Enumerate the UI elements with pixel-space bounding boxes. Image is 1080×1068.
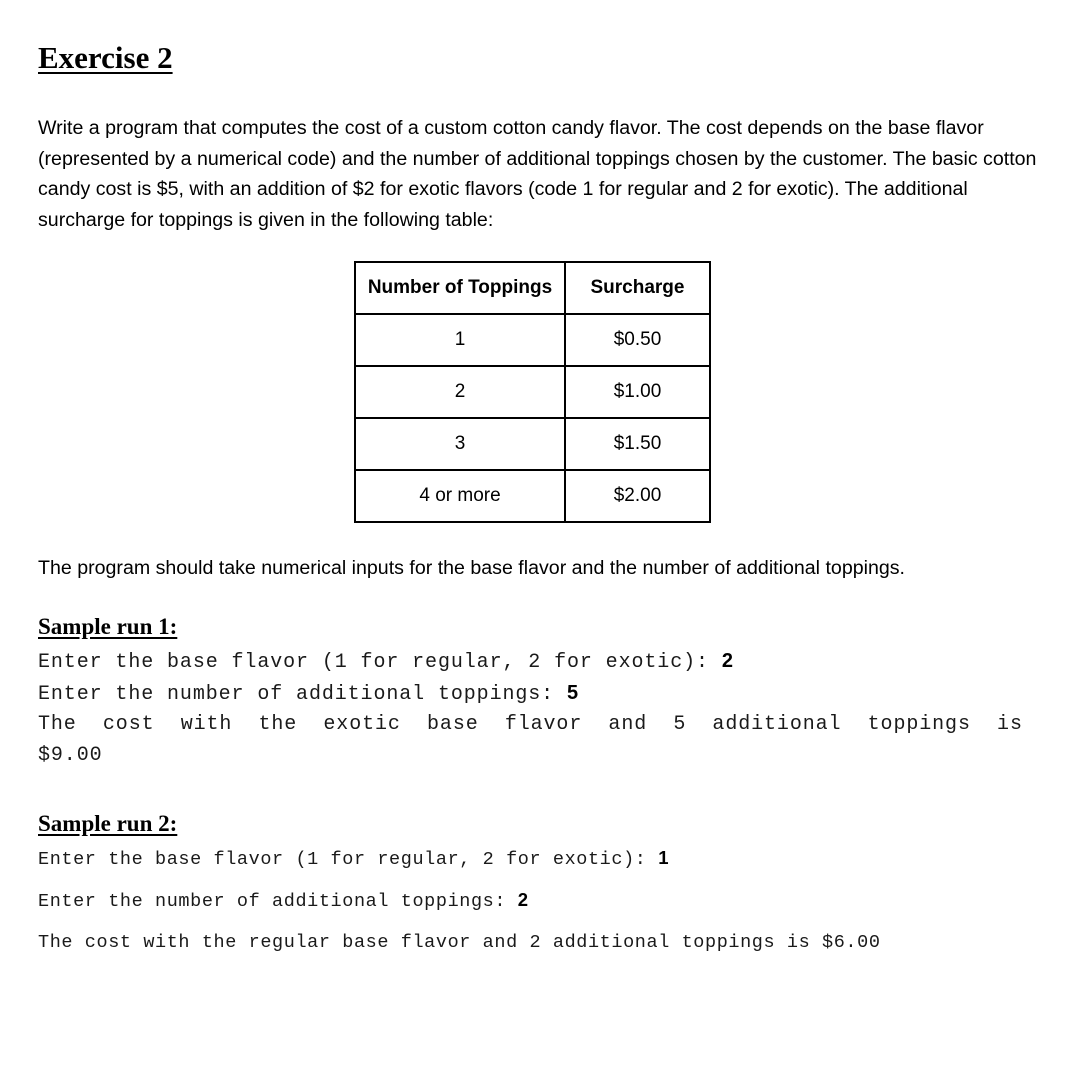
output-word: base: [427, 713, 479, 736]
table-row: [355, 470, 710, 522]
exercise-title: Exercise 2: [38, 40, 173, 75]
input-note: The program should take numerical inputs for the base flavor and the number of additional toppings.: [38, 557, 905, 579]
sample-run-1-output-line: [38, 713, 1023, 736]
output-word: and: [608, 713, 648, 736]
intro-paragraph: Write a program that computes the cost of a custom cotton candy flavor. The cost depends on the base flavor (represented by a numerical code) and the number of additional toppings chosen by the customer. The basic cotton candy cost is $5, with an addition of $2 for exotic flavors (code 1 for regular and 2 for exotic). The additional surcharge for toppings is given in the following table:: [38, 117, 1037, 231]
sample-run-1-line-flavor: [38, 650, 734, 674]
table-header-row: [355, 262, 710, 314]
output-word: The: [38, 713, 77, 736]
surcharge-cell: $0.50: [565, 314, 710, 366]
prompt-text: Enter the base flavor (1 for regular, 2 for exotic):: [38, 849, 659, 870]
output-word: 5: [673, 713, 687, 736]
table-row: [355, 314, 710, 366]
toppings-cell: 2: [355, 366, 565, 418]
sample-run-1-line-toppings: [38, 682, 579, 706]
table-row: [355, 418, 710, 470]
sample-run-1-heading: Sample run 1:: [38, 614, 178, 639]
user-input-value: 1: [658, 847, 670, 868]
user-input-value: 2: [721, 650, 734, 672]
sample-run-2-heading: Sample run 2:: [38, 811, 178, 836]
output-word: toppings: [867, 713, 971, 736]
surcharge-cell: $2.00: [565, 470, 710, 522]
user-input-value: 5: [566, 682, 580, 704]
user-input-value: 2: [517, 889, 529, 910]
output-word: additional: [712, 713, 842, 736]
toppings-cell: 3: [355, 418, 565, 470]
output-word: the: [258, 713, 298, 736]
output-word: cost: [102, 713, 155, 736]
prompt-text: Enter the base flavor (1 for regular, 2 for exotic):: [38, 651, 722, 674]
output-word: is: [997, 713, 1023, 736]
output-word: exotic: [323, 713, 401, 736]
sample-run-2-line-toppings: [38, 889, 529, 912]
output-word: with: [180, 713, 233, 736]
surcharge-cell: $1.50: [565, 418, 710, 470]
prompt-text: Enter the number of additional toppings:: [38, 683, 567, 706]
output-word: flavor: [504, 713, 583, 736]
table-row: [355, 366, 710, 418]
toppings-cell: 4 or more: [355, 470, 565, 522]
sample-run-2-line-flavor: [38, 847, 669, 870]
toppings-cell: 1: [355, 314, 565, 366]
header-surcharge: Surcharge: [565, 262, 710, 314]
surcharge-cell: $1.00: [565, 366, 710, 418]
sample-run-2-output-line: The cost with the regular base flavor and 2 additional toppings is $6.00: [38, 932, 881, 953]
prompt-text: Enter the number of additional toppings:: [38, 891, 518, 912]
sample-run-1-output-total: $9.00: [38, 744, 103, 767]
header-number-of-toppings: Number of Toppings: [355, 262, 565, 314]
surcharge-table: [354, 261, 711, 523]
